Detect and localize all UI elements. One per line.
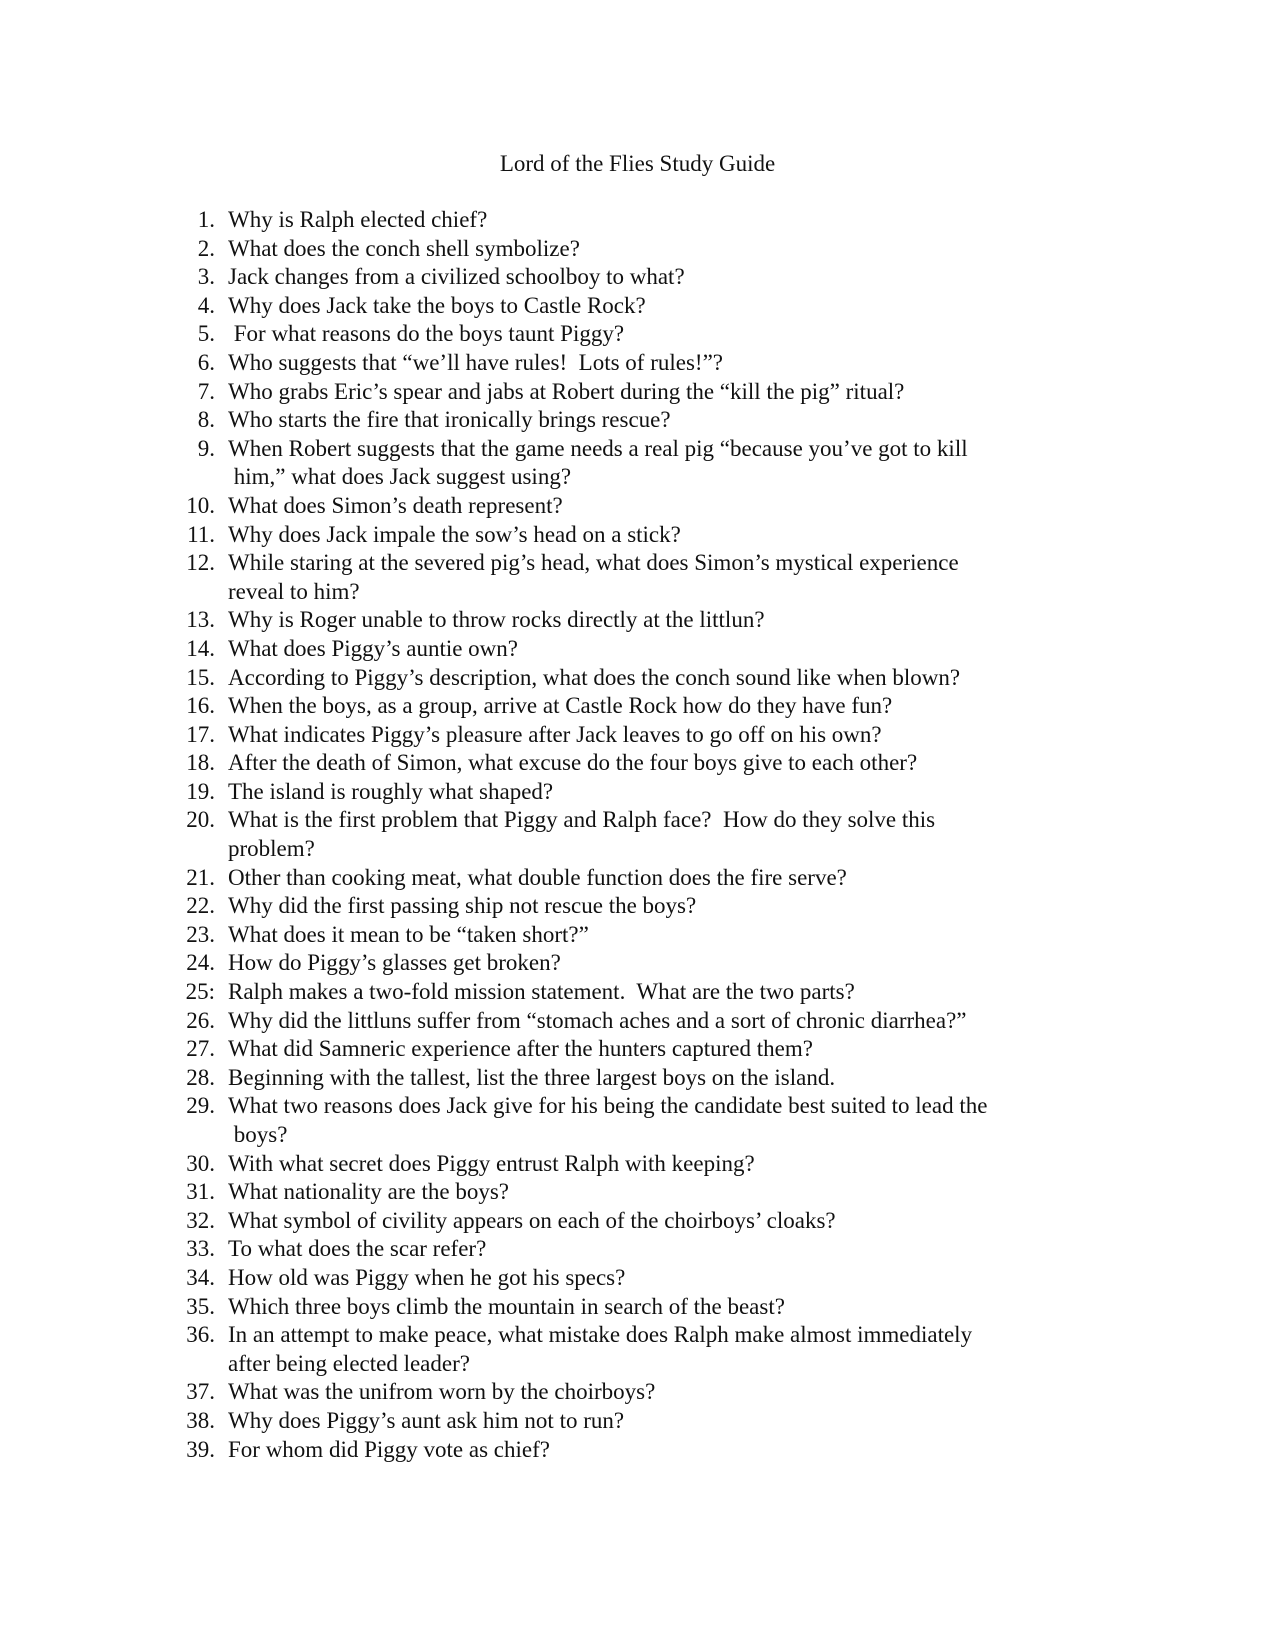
question-number: 32.	[186, 1207, 215, 1233]
question-text: Why does Piggy’s aunt ask him not to run?	[228, 1407, 625, 1433]
question-number: 17.	[186, 721, 215, 747]
list-item	[175, 664, 1075, 693]
question-text: What two reasons does Jack give for his being the candidate best suited to lead the boys?	[228, 1093, 988, 1147]
question-text: Why did the first passing ship not rescue the boys?	[228, 893, 697, 919]
list-item	[175, 492, 1075, 521]
question-number: 7.	[197, 378, 215, 404]
question-number: 26.	[186, 1007, 215, 1033]
question-number: 34.	[186, 1264, 215, 1290]
list-item	[175, 864, 1075, 893]
question-text: What does the conch shell symbolize?	[228, 235, 580, 261]
list-item	[175, 1035, 1075, 1064]
question-number: 1.	[197, 207, 215, 232]
question-text: Why does Jack impale the sow’s head on a stick?	[228, 521, 681, 547]
question-number: 4.	[197, 292, 215, 318]
list-item	[175, 978, 1075, 1007]
question-number: 27.	[186, 1036, 215, 1062]
question-text: While staring at the severed pig’s head, what does Simon’s mystical experience reveal to him?	[228, 550, 959, 604]
question-number: 39.	[186, 1436, 215, 1462]
question-text: How do Piggy’s glasses get broken?	[228, 950, 561, 976]
question-number: 37.	[186, 1379, 215, 1405]
list-item	[175, 1264, 1075, 1293]
question-text: Why did the littluns suffer from “stomach aches and a sort of chronic diarrhea?”	[228, 1007, 967, 1033]
question-text: Who starts the fire that ironically brings rescue?	[228, 407, 671, 433]
list-item	[175, 692, 1075, 721]
list-item	[175, 749, 1075, 778]
question-text: Jack changes from a civilized schoolboy to what?	[228, 264, 685, 290]
question-number: 11.	[187, 521, 215, 547]
list-item	[175, 921, 1075, 950]
question-number: 8.	[197, 407, 215, 433]
question-text: What indicates Piggy’s pleasure after Jack leaves to go off on his own?	[228, 721, 882, 747]
list-item	[175, 949, 1075, 978]
question-text: To what does the scar refer?	[228, 1236, 487, 1262]
list-item	[175, 292, 1075, 321]
question-number: 14.	[186, 635, 215, 661]
question-number: 22.	[186, 893, 215, 919]
question-number: 21.	[186, 864, 215, 890]
question-number: 24.	[186, 950, 215, 976]
question-text: When the boys, as a group, arrive at Castle Rock how do they have fun?	[228, 693, 893, 719]
question-number: 12.	[186, 550, 215, 576]
list-item	[175, 549, 1075, 606]
question-number: 20.	[186, 807, 215, 833]
list-item	[175, 1436, 1075, 1465]
question-number: 10.	[186, 492, 215, 518]
question-text: How old was Piggy when he got his specs?	[228, 1264, 626, 1290]
list-item	[175, 1293, 1075, 1322]
question-text: Which three boys climb the mountain in search of the beast?	[228, 1293, 785, 1319]
list-item	[175, 1207, 1075, 1236]
question-number: 19.	[186, 778, 215, 804]
list-item	[175, 721, 1075, 750]
page-title: Lord of the Flies Study Guide	[499, 151, 776, 176]
question-text: What was the unifrom worn by the choirboys?	[228, 1379, 656, 1405]
list-item	[175, 1407, 1075, 1436]
question-text: What does Piggy’s auntie own?	[228, 635, 519, 661]
list-item	[175, 206, 1075, 235]
question-text: For whom did Piggy vote as chief?	[228, 1436, 550, 1462]
list-item	[175, 1321, 1075, 1378]
question-text: What is the first problem that Piggy and Ralph face? How do they solve this problem?	[228, 807, 936, 862]
question-text: Ralph makes a two-fold mission statement. What are the two parts?	[228, 979, 855, 1005]
question-text: What does Simon’s death represent?	[228, 492, 563, 518]
question-text: Why does Jack take the boys to Castle Rock?	[228, 292, 646, 318]
question-text: Why is Ralph elected chief?	[228, 207, 488, 232]
list-item	[175, 892, 1075, 921]
list-item	[175, 606, 1075, 635]
question-number: 18.	[186, 750, 215, 776]
question-text: What did Samneric experience after the hunters captured them?	[228, 1036, 813, 1062]
question-text: After the death of Simon, what excuse do the four boys give to each other?	[228, 750, 918, 776]
list-item	[175, 635, 1075, 664]
list-item	[175, 1378, 1075, 1407]
question-number: 33.	[186, 1236, 215, 1262]
question-text: Who grabs Eric’s spear and jabs at Robert during the “kill the pig” ritual?	[228, 378, 905, 404]
question-text: What nationality are the boys?	[228, 1179, 510, 1205]
question-number: 9.	[197, 435, 215, 461]
list-item	[175, 521, 1075, 550]
question-number: 2.	[197, 235, 215, 261]
list-item	[175, 1150, 1075, 1179]
question-text: What symbol of civility appears on each of the choirboys’ cloaks?	[228, 1207, 836, 1233]
list-item	[175, 378, 1075, 407]
list-item	[175, 320, 1075, 349]
list-item	[175, 1178, 1075, 1207]
question-number: 38.	[186, 1407, 215, 1433]
question-text: With what secret does Piggy entrust Ralph with keeping?	[228, 1150, 755, 1176]
question-text: Beginning with the tallest, list the three largest boys on the island.	[228, 1064, 836, 1090]
question-number: 36.	[186, 1322, 215, 1348]
list-item	[175, 806, 1075, 863]
question-text: For what reasons do the boys taunt Piggy?	[228, 321, 625, 347]
question-number: 13.	[186, 607, 215, 633]
list-item	[175, 1235, 1075, 1264]
question-text: According to Piggy’s description, what does the conch sound like when blown?	[228, 664, 961, 690]
question-text: Who suggests that “we’ll have rules! Lots of rules!”?	[228, 349, 723, 375]
list-item	[175, 1007, 1075, 1036]
question-text: What does it mean to be “taken short?”	[228, 921, 589, 947]
question-number: 28.	[186, 1064, 215, 1090]
question-text: In an attempt to make peace, what mistake does Ralph make almost immediately after being elected leader?	[228, 1322, 973, 1376]
question-number: 6.	[197, 349, 215, 375]
question-number: 5.	[197, 321, 215, 347]
question-number: 16.	[186, 693, 215, 719]
list-item	[175, 349, 1075, 378]
question-number: 31.	[186, 1179, 215, 1205]
question-number: 29.	[186, 1093, 215, 1119]
question-number: 30.	[186, 1150, 215, 1176]
list-item	[175, 235, 1075, 264]
list-item	[175, 1092, 1075, 1149]
question-number: 35.	[186, 1293, 215, 1319]
question-text: Why is Roger unable to throw rocks directly at the littlun?	[228, 607, 765, 633]
list-item	[175, 263, 1075, 292]
question-text: Other than cooking meat, what double function does the fire serve?	[228, 864, 847, 890]
question-list	[175, 206, 1075, 1464]
list-item	[175, 778, 1075, 807]
list-item	[175, 406, 1075, 435]
question-number: 3.	[197, 264, 215, 290]
list-item	[175, 1064, 1075, 1093]
question-text: The island is roughly what shaped?	[228, 778, 554, 804]
question-text: When Robert suggests that the game needs a real pig “because you’ve got to kill him,” what does Jack suggest using?	[228, 435, 968, 490]
question-number: 25:	[185, 979, 215, 1005]
question-number: 15.	[186, 664, 215, 690]
question-number: 23.	[186, 921, 215, 947]
list-item	[175, 435, 1075, 492]
